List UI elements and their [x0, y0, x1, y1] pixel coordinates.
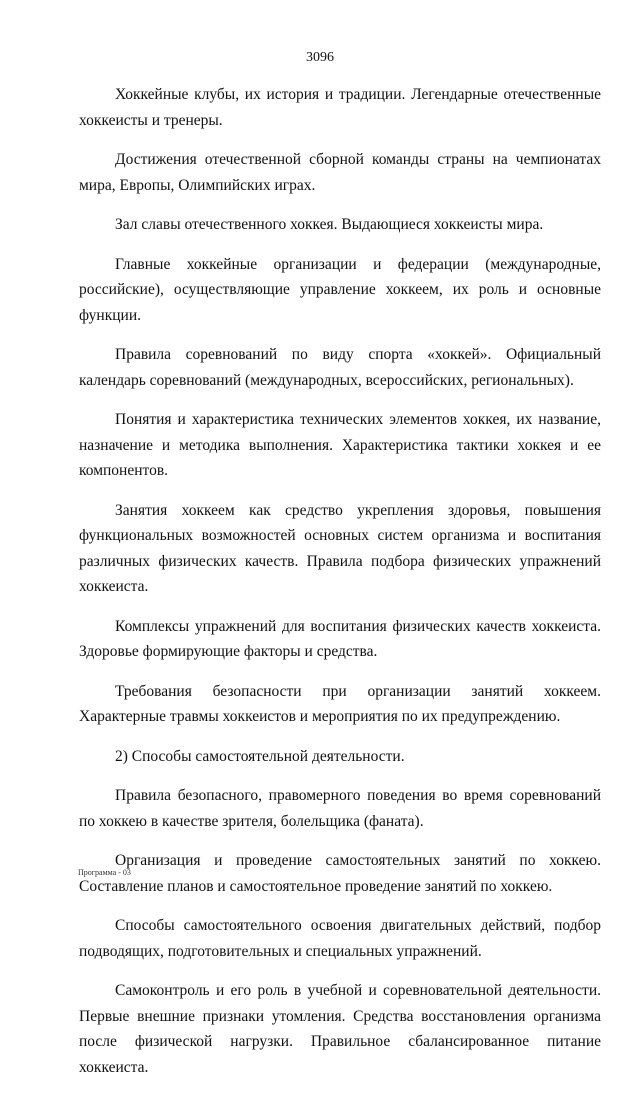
paragraph: Достижения отечественной сборной команды страны на чемпионатах мира, Европы, Олимпийских играх.	[79, 151, 601, 194]
document-body	[79, 82, 601, 1094]
section-heading: 2) Способы самостоятельной деятельности.	[115, 747, 405, 765]
paragraph: Требования безопасности при организации занятий хоккеем. Характерные травмы хоккеистов и мероприятия по их предупреждению.	[79, 682, 601, 725]
paragraph: Зал славы отечественного хоккея. Выдающиеся хоккеисты мира.	[115, 216, 544, 233]
page-number: 3096	[306, 50, 334, 65]
paragraph: Занятия хоккеем как средство укрепления здоровья, повышения функциональных возможностей основных систем организма и воспитания различных физических качеств. Правила подбора физических упражнений хоккеиста.	[79, 501, 601, 595]
paragraph: Понятия и характеристика технических элементов хоккея, их название, назначение и методика выполнения. Характеристика тактики хоккея и ее компонентов.	[79, 411, 601, 479]
paragraph: Самоконтроль и его роль в учебной и соревновательной деятельности. Первые внешние признаки утомления. Средства восстановления организма после физической нагрузки. Правильное сбалансированное питание хоккеиста.	[79, 982, 601, 1076]
paragraph: Способы самостоятельного освоения двигательных действий, подбор подводящих, подготовительных и специальных упражнений.	[79, 917, 601, 960]
paragraph: Хоккейные клубы, их история и традиции. Легендарные отечественные хоккеисты и тренеры.	[79, 86, 601, 129]
paragraph: Главные хоккейные организации и федерации (международные, российские), осуществляющие управление хоккеем, их роль и основные функции.	[79, 255, 601, 324]
paragraph: Правила безопасного, правомерного поведения во время соревнований по хоккею в качестве зрителя, болельщика (фаната).	[79, 787, 601, 830]
paragraph: Комплексы упражнений для воспитания физических качеств хоккеиста. Здоровье формирующие факторы и средства.	[79, 617, 601, 660]
footer-note: Программа - 03	[78, 868, 131, 877]
paragraph: Правила соревнований по виду спорта «хоккей». Официальный календарь соревнований (международных, всероссийских, региональных).	[79, 346, 601, 389]
paragraph: Организация и проведение самостоятельных занятий по хоккею. Составление планов и самостоятельное проведение занятий по хоккею.	[79, 852, 601, 895]
